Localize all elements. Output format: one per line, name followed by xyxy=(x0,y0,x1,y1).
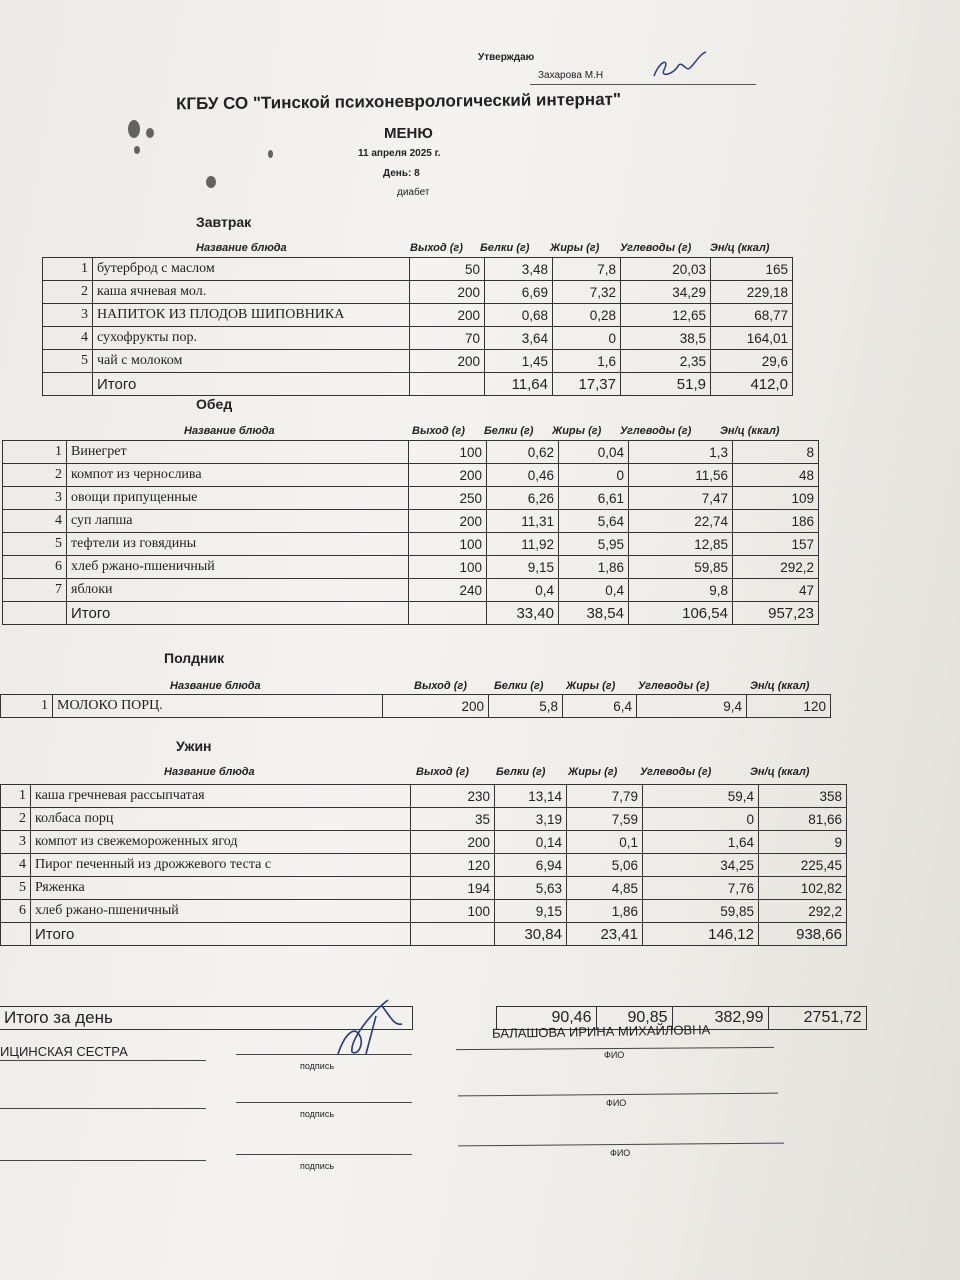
dish-name: колбаса порц xyxy=(31,808,411,831)
dish-fat: 7,8 xyxy=(553,258,621,281)
dish-name: каша гречневая рассыпчатая xyxy=(31,785,411,808)
dish-fat: 7,79 xyxy=(567,785,643,808)
total-e: 957,23 xyxy=(733,602,819,625)
dish-carbs: 34,25 xyxy=(643,854,759,877)
snack-title: Полдник xyxy=(164,650,225,666)
dish-energy: 165 xyxy=(711,258,793,281)
dish-output: 200 xyxy=(383,695,489,718)
dish-energy: 229,18 xyxy=(711,281,793,304)
dish-energy: 9 xyxy=(759,831,847,854)
table-row xyxy=(43,327,793,350)
dish-energy: 186 xyxy=(733,510,819,533)
dish-energy: 358 xyxy=(759,785,847,808)
col-energy: Эн/ц (ккал) xyxy=(710,242,770,254)
dish-output: 230 xyxy=(411,785,495,808)
ink-stain xyxy=(128,120,140,138)
dish-protein: 9,15 xyxy=(487,556,559,579)
dish-energy: 48 xyxy=(733,464,819,487)
total-p: 30,84 xyxy=(495,923,567,946)
table-row xyxy=(3,510,819,533)
signature-line xyxy=(0,1108,206,1109)
row-number: 2 xyxy=(43,281,93,304)
row-number: 1 xyxy=(1,785,31,808)
row-number: 6 xyxy=(3,556,67,579)
total-label: Итого xyxy=(93,373,410,396)
dish-energy: 292,2 xyxy=(733,556,819,579)
day-total-table xyxy=(0,1006,867,1030)
approve-label: Утверждаю xyxy=(478,52,535,63)
dish-name: НАПИТОК ИЗ ПЛОДОВ ШИПОВНИКА xyxy=(93,304,410,327)
table-row xyxy=(1,900,847,923)
fio-line xyxy=(458,1093,778,1097)
dish-output: 200 xyxy=(410,350,485,373)
total-spacer xyxy=(43,373,93,396)
dish-protein: 0,14 xyxy=(495,831,567,854)
dish-output: 200 xyxy=(410,281,485,304)
dish-fat: 5,64 xyxy=(559,510,629,533)
dish-energy: 68,77 xyxy=(711,304,793,327)
row-number: 5 xyxy=(3,533,67,556)
dish-protein: 11,31 xyxy=(487,510,559,533)
snack-table xyxy=(0,694,831,718)
table-row xyxy=(1,785,847,808)
total-c: 106,54 xyxy=(629,602,733,625)
table-row xyxy=(43,304,793,327)
lunch-header: Название блюда Выход (г) Белки (г) Жиры (г) Углеводы (г) Эн/ц (ккал) xyxy=(184,425,780,437)
dish-output: 50 xyxy=(410,258,485,281)
dish-energy: 292,2 xyxy=(759,900,847,923)
dish-energy: 102,82 xyxy=(759,877,847,900)
col-out: Выход (г) xyxy=(410,242,463,254)
dish-carbs: 1,64 xyxy=(643,831,759,854)
dish-protein: 5,63 xyxy=(495,877,567,900)
dish-name: компот из свежемороженных ягод xyxy=(31,831,411,854)
dish-output: 100 xyxy=(409,441,487,464)
total-row xyxy=(43,373,793,396)
total-e: 412,0 xyxy=(711,373,793,396)
dish-energy: 120 xyxy=(747,695,831,718)
row-number: 2 xyxy=(1,808,31,831)
dish-fat: 7,59 xyxy=(567,808,643,831)
dish-name: Пирог печенный из дрожжевого теста с xyxy=(31,854,411,877)
total-spacer xyxy=(3,602,67,625)
approve-line xyxy=(530,84,756,85)
responsible-person: БАЛАШОВА ИРИНА МИХАЙЛОВНА xyxy=(491,1022,711,1041)
dish-name: Винегрет xyxy=(67,441,409,464)
dish-energy: 109 xyxy=(733,487,819,510)
total-f: 38,54 xyxy=(559,602,629,625)
dish-carbs: 59,4 xyxy=(643,785,759,808)
dish-name: суп лапша xyxy=(67,510,409,533)
dish-energy: 81,66 xyxy=(759,808,847,831)
dish-protein: 0,46 xyxy=(487,464,559,487)
table-row xyxy=(1,854,847,877)
dish-name: компот из чернослива xyxy=(67,464,409,487)
dish-fat: 7,32 xyxy=(553,281,621,304)
dish-output: 194 xyxy=(411,877,495,900)
dish-output: 200 xyxy=(410,304,485,327)
dish-carbs: 1,3 xyxy=(629,441,733,464)
dish-carbs: 34,29 xyxy=(621,281,711,304)
dish-fat: 1,6 xyxy=(553,350,621,373)
row-number: 6 xyxy=(1,900,31,923)
table-row xyxy=(3,579,819,602)
dish-fat: 4,85 xyxy=(567,877,643,900)
dish-name: тефтели из говядины xyxy=(67,533,409,556)
total-f: 17,37 xyxy=(553,373,621,396)
day-total-protein: 90,46 xyxy=(496,1007,596,1030)
dish-fat: 1,86 xyxy=(567,900,643,923)
row-number: 1 xyxy=(1,695,53,718)
diet-type: диабет xyxy=(397,187,430,198)
dish-name: каша ячневая мол. xyxy=(93,281,410,304)
row-number: 3 xyxy=(43,304,93,327)
fio-label: ФИО xyxy=(606,1098,627,1108)
dish-name: МОЛОКО ПОРЦ. xyxy=(53,695,383,718)
table-row xyxy=(43,258,793,281)
dish-carbs: 7,76 xyxy=(643,877,759,900)
dish-name: хлеб ржано-пшеничный xyxy=(67,556,409,579)
dish-name: бутерброд с маслом xyxy=(93,258,410,281)
lunch-title: Обед xyxy=(196,396,233,412)
total-p: 11,64 xyxy=(485,373,553,396)
table-row xyxy=(3,556,819,579)
dish-protein: 9,15 xyxy=(495,900,567,923)
dish-energy: 225,45 xyxy=(759,854,847,877)
table-row xyxy=(3,464,819,487)
dish-fat: 0,4 xyxy=(559,579,629,602)
sign-label: подпись xyxy=(300,1109,335,1119)
signature-line xyxy=(236,1154,412,1155)
dish-energy: 164,01 xyxy=(711,327,793,350)
dish-protein: 0,68 xyxy=(485,304,553,327)
dish-carbs: 9,4 xyxy=(637,695,747,718)
dish-protein: 5,8 xyxy=(489,695,563,718)
signature-line xyxy=(236,1054,412,1055)
dish-fat: 0 xyxy=(553,327,621,350)
dish-name: чай с молоком xyxy=(93,350,410,373)
dish-output: 35 xyxy=(411,808,495,831)
dish-fat: 6,4 xyxy=(563,695,637,718)
dish-energy: 8 xyxy=(733,441,819,464)
dish-protein: 1,45 xyxy=(485,350,553,373)
menu-day: День: 8 xyxy=(383,168,420,179)
dish-protein: 0,4 xyxy=(487,579,559,602)
total-empty xyxy=(410,373,485,396)
approver-signature xyxy=(650,50,710,84)
dish-carbs: 2,35 xyxy=(621,350,711,373)
row-number: 3 xyxy=(1,831,31,854)
breakfast-header xyxy=(196,242,790,254)
dish-output: 70 xyxy=(410,327,485,350)
table-row xyxy=(3,533,819,556)
dish-energy: 47 xyxy=(733,579,819,602)
dish-carbs: 20,03 xyxy=(621,258,711,281)
row-number: 5 xyxy=(43,350,93,373)
ink-stain xyxy=(146,128,154,138)
dish-protein: 0,62 xyxy=(487,441,559,464)
col-fat: Жиры (г) xyxy=(550,242,600,254)
organization-title: КГБУ СО "Тинской психоневрологический интернат" xyxy=(175,89,622,114)
dish-name: хлеб ржано-пшеничный xyxy=(31,900,411,923)
dish-fat: 0,1 xyxy=(567,831,643,854)
sign-label: подпись xyxy=(300,1161,335,1171)
table-row xyxy=(43,281,793,304)
col-protein: Белки (г) xyxy=(480,242,530,254)
total-e: 938,66 xyxy=(759,923,847,946)
dish-carbs: 38,5 xyxy=(621,327,711,350)
dish-carbs: 59,85 xyxy=(629,556,733,579)
dish-output: 100 xyxy=(409,556,487,579)
total-f: 23,41 xyxy=(567,923,643,946)
total-empty xyxy=(411,923,495,946)
dish-name: Ряженка xyxy=(31,877,411,900)
menu-title: МЕНЮ xyxy=(384,125,433,142)
ink-stain xyxy=(268,150,273,158)
ink-stain xyxy=(206,176,216,188)
row-number: 5 xyxy=(1,877,31,900)
fio-label: ФИО xyxy=(610,1148,631,1158)
fio-label: ФИО xyxy=(604,1050,625,1060)
row-number: 4 xyxy=(43,327,93,350)
breakfast-title: Завтрак xyxy=(196,214,252,230)
table-row xyxy=(3,487,819,510)
total-spacer xyxy=(1,923,31,946)
snack-header: Название блюда Выход (г) Белки (г) Жиры (г) Углеводы (г) Эн/ц (ккал) xyxy=(170,680,810,692)
dish-output: 250 xyxy=(409,487,487,510)
dish-protein: 13,14 xyxy=(495,785,567,808)
table-row xyxy=(1,831,847,854)
dish-output: 240 xyxy=(409,579,487,602)
dinner-table xyxy=(0,784,847,946)
dish-fat: 0 xyxy=(559,464,629,487)
col-carbs: Углеводы (г) xyxy=(620,242,692,254)
table-row xyxy=(43,350,793,373)
dish-name: яблоки xyxy=(67,579,409,602)
dish-fat: 0,28 xyxy=(553,304,621,327)
dish-energy: 29,6 xyxy=(711,350,793,373)
signature-line xyxy=(0,1160,206,1161)
menu-date: 11 апреля 2025 г. xyxy=(358,148,441,159)
dish-output: 200 xyxy=(409,510,487,533)
table-row xyxy=(1,877,847,900)
nurse-label: ИЦИНСКАЯ СЕСТРА xyxy=(0,1044,128,1059)
row-number: 1 xyxy=(3,441,67,464)
row-number: 3 xyxy=(3,487,67,510)
table-row xyxy=(1,808,847,831)
total-c: 51,9 xyxy=(621,373,711,396)
dish-protein: 3,19 xyxy=(495,808,567,831)
dinner-header: Название блюда Выход (г) Белки (г) Жиры (г) Углеводы (г) Эн/ц (ккал) xyxy=(164,766,810,778)
dish-fat: 6,61 xyxy=(559,487,629,510)
row-number: 4 xyxy=(1,854,31,877)
total-label: Итого xyxy=(31,923,411,946)
dish-carbs: 59,85 xyxy=(643,900,759,923)
row-number: 7 xyxy=(3,579,67,602)
dish-output: 200 xyxy=(409,464,487,487)
dish-protein: 6,94 xyxy=(495,854,567,877)
dish-output: 200 xyxy=(411,831,495,854)
dish-carbs: 11,56 xyxy=(629,464,733,487)
dish-fat: 1,86 xyxy=(559,556,629,579)
ink-stain xyxy=(134,146,140,154)
dish-fat: 5,06 xyxy=(567,854,643,877)
dish-protein: 11,92 xyxy=(487,533,559,556)
total-row xyxy=(1,923,847,946)
day-total-fat: 90,85 xyxy=(596,1007,672,1030)
row-number: 2 xyxy=(3,464,67,487)
fio-line xyxy=(458,1143,784,1147)
signature-line xyxy=(0,1060,206,1061)
dish-energy: 157 xyxy=(733,533,819,556)
dish-name: сухофрукты пор. xyxy=(93,327,410,350)
lunch-table xyxy=(2,440,819,625)
dish-output: 100 xyxy=(411,900,495,923)
approver-name: Захарова М.Н xyxy=(538,70,604,81)
total-label: Итого xyxy=(67,602,409,625)
col-name: Название блюда xyxy=(196,242,287,254)
dish-output: 100 xyxy=(409,533,487,556)
dish-fat: 5,95 xyxy=(559,533,629,556)
table-row xyxy=(1,695,831,718)
dish-fat: 0,04 xyxy=(559,441,629,464)
dish-carbs: 9,8 xyxy=(629,579,733,602)
dish-carbs: 7,47 xyxy=(629,487,733,510)
dish-protein: 3,64 xyxy=(485,327,553,350)
table-row xyxy=(3,441,819,464)
dish-carbs: 0 xyxy=(643,808,759,831)
breakfast-table xyxy=(42,257,793,396)
dish-protein: 6,69 xyxy=(485,281,553,304)
nurse-signature xyxy=(330,996,410,1062)
day-total-label: Итого за день xyxy=(0,1007,412,1030)
dish-carbs: 22,74 xyxy=(629,510,733,533)
total-c: 146,12 xyxy=(643,923,759,946)
total-empty xyxy=(409,602,487,625)
dish-carbs: 12,65 xyxy=(621,304,711,327)
total-row xyxy=(3,602,819,625)
row-number: 1 xyxy=(43,258,93,281)
signature-line xyxy=(236,1102,412,1103)
row-number: 4 xyxy=(3,510,67,533)
sign-label: подпись xyxy=(300,1061,335,1071)
day-total-carbs: 382,99 xyxy=(672,1007,768,1030)
day-total-energy: 2751,72 xyxy=(768,1007,866,1030)
dish-protein: 3,48 xyxy=(485,258,553,281)
dish-carbs: 12,85 xyxy=(629,533,733,556)
dinner-title: Ужин xyxy=(176,738,212,754)
dish-output: 120 xyxy=(411,854,495,877)
dish-protein: 6,26 xyxy=(487,487,559,510)
dish-name: овощи припущенные xyxy=(67,487,409,510)
total-p: 33,40 xyxy=(487,602,559,625)
